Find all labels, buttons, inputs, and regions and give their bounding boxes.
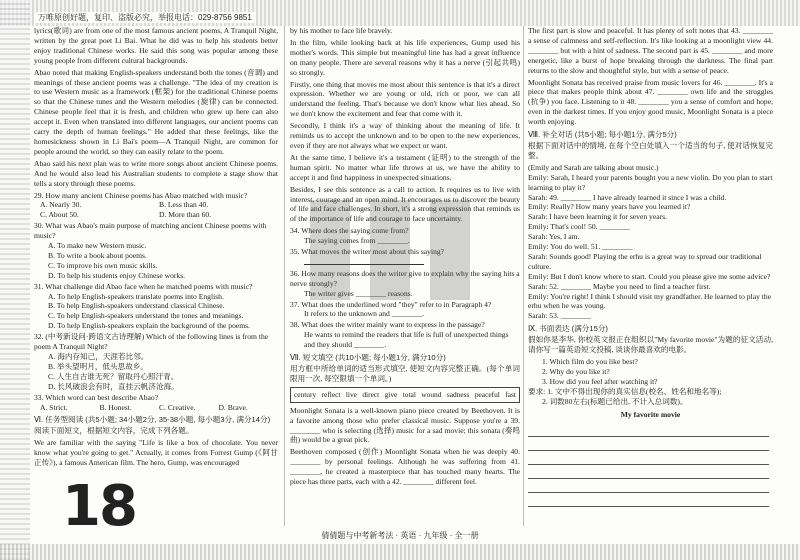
dialogue-line: Sarah: 53. ________ (528, 311, 592, 321)
question-36: 36. How many reasons does the writer give to explain why the saying hits a nerve strongly? (290, 268, 520, 288)
dialogue-line: Emily: That's cool! 50. ________ (528, 222, 630, 232)
dialogue-line: Emily: You do well. 51. ________ (528, 242, 633, 252)
question-32: 32. (中考新设问·跨语文古诗理解) Which of the following lines is from the poem A Tranquil Night? (34, 332, 269, 352)
dialogue-line: Sarah: I have been learning it for seven years. (528, 212, 667, 222)
option: C. To help English-speakers understand the tones and meanings. (48, 311, 244, 321)
word-box (290, 387, 520, 403)
passage-paragraph: by his mother to face life bravely. (290, 26, 393, 35)
answer-line: It refers to the unknown and ________. (304, 309, 424, 319)
word-item: peaceful (474, 389, 500, 399)
page-header: 万唯原创好题，复印、盗版必究，举报电话：029-8756 9851 (34, 12, 256, 23)
dialogue-line: Sarah: 49. ________ I have already learned it since I was a child. (528, 192, 727, 202)
writing-prompt: 3. How did you feel after watching it? (542, 376, 658, 386)
option: A. Strict. (40, 402, 68, 412)
word-item: live (345, 389, 357, 399)
word-item: give (384, 389, 398, 399)
question-33: 33. Which word can best describe Abao? (34, 392, 159, 402)
passage-paragraph: We are familiar with the saying "Life is like a box of chocolate. You never know what you're going to get." Actually, it comes from Forrest Gump (《阿甘正传》), a famous American film. The hero, Gump, was encouraged (34, 438, 278, 468)
dialogue-line: Sarah: Sounds good! Playing the erhu is a great way to spread our traditional culture. (528, 251, 762, 271)
option: A. 海内存知己，天涯若比邻。 (48, 352, 149, 361)
passage-paragraph: Moonlight Sonata is a well-known piano piece created by Beethoven. It is a favorite among those who prefer classical music. Suppose you're a 39. ________ who is selecting (选择) music for a sad movie; this sonata (奏鸣曲) would be a great pick. (290, 405, 520, 445)
page-number: 18 (62, 474, 136, 539)
passage-paragraph: Besides, I see this sentence as a call to action. It requires us to live with interest, courage and an open mind. It encourages us to discover the beauty of life and face challenges. In short, it's a strong expression that reminds us of the importance of life and courage to face uncertainty. (290, 184, 520, 224)
instruction: 阅读下面短文，根据短文内容，完成下列各题。 (34, 426, 194, 436)
answer-line: The writer gives ________ reasons. (304, 288, 413, 298)
passage-paragraph: Abao noted that making English-speakers understand both the tones (音调) and meanings of these ancient poems was a challenge. "The idea of my creation is to use Western music as a framework (框架) for the traditional Chinese poems so that the Chinese tunes and the Western melodies (旋律) can be connected. Chinese people feel that it is fresh, and children who grew up here can also accept it. Even when translated into different languages, our ancient poems can carry the depth of human feelings." He added that these feelings, like the homesickness shown in Li Bai's poem—A Tranquil Night, are common for people around the world, so they can easily relate to the poem. (34, 67, 278, 156)
word-item: total (402, 389, 416, 399)
option: D. To help his students enjoy Chinese works. (48, 270, 186, 280)
passage-paragraph: At the same time, I believe it's a testament (证明) to the strength of the human spirit. No matter what life throws at us, we have the ability to accept it and find happiness in unexpected situations. (290, 152, 520, 182)
writing-requirement: 要求: 1. 文中不得出现你的真实信息(校名、姓名和地名等); (528, 386, 722, 396)
section-heading: Ⅵ. 任务型阅读 (共5小题; 34小题2分, 35-38小题, 每小题3分, 满分14分) (34, 415, 271, 425)
option: B. 举头望明月，低头思故乡。 (48, 361, 148, 371)
bottom-border-pattern (0, 544, 800, 560)
writing-prompt: 1. Which film do you like best? (542, 357, 638, 366)
option: C. Creative. (159, 402, 196, 412)
column-divider (523, 26, 524, 526)
watermark-overlay (300, 190, 510, 310)
option: B. To write a book about poems. (48, 250, 147, 260)
writing-line[interactable] (528, 465, 769, 479)
passage-paragraph: Moonlight Sonata has received praise from music lovers for 46. ________. It's a piece that makes people think about 47. ________ own life and the struggles (抗争) you face. Listening to it 48. ________ you a sense of comfort and hope, even in the darkest times. If you enjoy good music, Moonlight Sonata is a piece worth enjoying. (528, 77, 773, 127)
instruction: 根据下面对话中的情境, 在每个空白处填入一个适当的句子, 使对话恢复完整。 (528, 140, 773, 160)
dialogue-line: Emily: Really? How many years have you learned it? (528, 202, 691, 212)
instruction: 假如你是李华, 你校英文报正在组织以"My favorite movie"为题的征文活动, 请你写一篇英语短文投稿, 谈谈你最喜欢的电影。 (528, 335, 773, 355)
dialogue-line: Emily: You're right! I think I should visit my grandfather. He learned to play the erhu when he was young. (528, 291, 772, 311)
passage-paragraph: Beethoven composed (创作) Moonlight Sonata when he was deeply 40. ________ by personal feelings. Although he was suffering from 41. ________, he created a masterpiece that has touched many hearts. The piece has three parts, each with a 42. ________ different feel. (290, 447, 520, 487)
question-31: 31. What challenge did Abao face when he matched poems with music? (34, 281, 253, 291)
passage-paragraph: Abao said his next plan was to write more songs about ancient Chinese poems. And he would also lead his Australian students to complete a stage show that tells a story through these poems. (34, 158, 278, 188)
option: A. To help English-speakers translate poems into English. (48, 291, 224, 301)
option: B. Honest. (99, 402, 132, 412)
writing-line[interactable] (528, 493, 769, 507)
option: D. Brave. (218, 402, 248, 412)
section-heading: Ⅷ. 补全对话 (共5小题; 每小题1分, 满分5分) (528, 130, 677, 140)
word-item: sadness (446, 389, 470, 399)
dialogue-line: Sarah: 52. ________ Maybe you need to find a teacher first. (528, 281, 711, 291)
option: B. Less than 40. (159, 200, 209, 210)
dialogue-line: (Emily and Sarah are talking about music.) (528, 162, 659, 172)
option: D. 长风破浪会有时，直挂云帆济沧海。 (48, 381, 179, 391)
writing-line[interactable] (528, 451, 769, 465)
word-item: wound (421, 389, 442, 399)
option: B. To help English-speakers understand classical Chinese. (48, 301, 225, 311)
writing-line[interactable] (528, 423, 769, 437)
word-item: century (294, 389, 317, 399)
left-border-pattern (0, 0, 30, 560)
passage-paragraph: Secondly, I think it's a way of thinking about the meaning of life. It reminds us to accept the unknown and to be open to the new experiences, even if they are not always what we expect or want. (290, 121, 520, 150)
passage-paragraph: lyrics(歌词) are from one of the most famous ancient poems, A Tranquil Night, written by the great poet Li Bai. What he did was to help his students better enjoy traditional Chinese works. He said this song was popular among these young people from different cultural backgrounds. (34, 26, 278, 65)
dialogue-line: Sarah: Yes, I am. (528, 232, 580, 242)
question-29: 29. How many ancient Chinese poems has Abao matched with music? (34, 190, 248, 200)
section-heading: Ⅶ. 短文填空 (共10小题; 每小题1分, 满分10分) (290, 353, 446, 363)
answer-line: The saying comes from ________. (304, 236, 410, 246)
column-left (34, 26, 278, 496)
option: A. Nearly 30. (40, 200, 82, 210)
option: C. About 50. (40, 210, 79, 220)
question-35: 35. What moves the writer most about this saying? (290, 247, 445, 257)
options-29 (40, 200, 278, 210)
word-item: fast (505, 389, 516, 399)
page-footer: 倩倩题与中考新考法 · 英语 · 九年级 · 全一册 (321, 531, 479, 540)
answer-line: He wants to remind the readers that life is full of unexpected things and they should ________. (304, 330, 509, 350)
writing-title: My favorite movie (620, 409, 681, 419)
option: C. To improve his own music skills. (48, 260, 158, 270)
dialogue-line: Emily: But I don't know where to start. Could you please give me some advice? (528, 271, 771, 281)
word-item: direct (362, 389, 380, 399)
passage-paragraph: The first part is slow and peaceful. It has plenty of soft notes that 43. ________ a sense of calmness and self-reflection. It's like looking at a moonlight view 44. ________ but with a hint of sadness. The second part is 45. ________ and more energetic, like a burst of hope breaking through the darkness. The final part returns to the slow and thoughtful style, but with a sense of peace. (528, 26, 773, 75)
passage-paragraph: In the film, while looking back at his life experiences, Gump used his mother's words. This simple but meaningful line has had a great influence on many people. There are several reasons why it has a nerve (引起共鸣) so strongly. (290, 37, 520, 77)
question-34: 34. Where does the saying come from? (290, 226, 409, 236)
passage-paragraph: Firstly, one thing that moves me most about this sentence is that it's a direct expression. Whether we are young or old, rich or poor, we can all understand the feeling. That's because we don't know what lies ahead. So we don't know the excitement and fear that come with it. (290, 79, 520, 119)
writing-line[interactable] (528, 479, 769, 493)
dialogue-line: Emily: Sarah, I heard your parents bought you a new violin. Do you plan to start learning to play it? (528, 172, 773, 192)
question-37: 37. What does the underlined word "they" refer to in Paragraph 4? (290, 299, 492, 309)
question-38: 38. What does the writer mainly want to express in the passage? (290, 320, 485, 330)
column-divider (284, 26, 285, 526)
column-right (528, 26, 773, 521)
section-heading: Ⅸ. 书面表达 (满分15分) (528, 324, 608, 334)
option: D. To help English-speakers explain the background of the poems. (48, 321, 250, 331)
instruction: 用方框中所给单词的适当形式填空, 使短文内容完整正确。(每个单词限用一次, 每空限填一个单词。) (290, 364, 520, 383)
option: C. 人生自古谁无死？留取丹心照汗青。 (48, 371, 179, 381)
options-29-b (40, 210, 278, 220)
option: D. More than 60. (159, 210, 212, 220)
question-30: 30. What was Abao's main purpose of matching ancient Chinese poems with music? (34, 221, 267, 241)
word-item: reflect (321, 389, 341, 399)
writing-line[interactable] (528, 437, 769, 451)
writing-prompt: 2. Why do you like it? (542, 366, 610, 376)
writing-requirement: 2. 词数80左右(标题已给出, 不计入总词数)。 (542, 396, 688, 406)
options-33 (40, 403, 278, 413)
option: A. To make new Western music. (48, 241, 147, 251)
